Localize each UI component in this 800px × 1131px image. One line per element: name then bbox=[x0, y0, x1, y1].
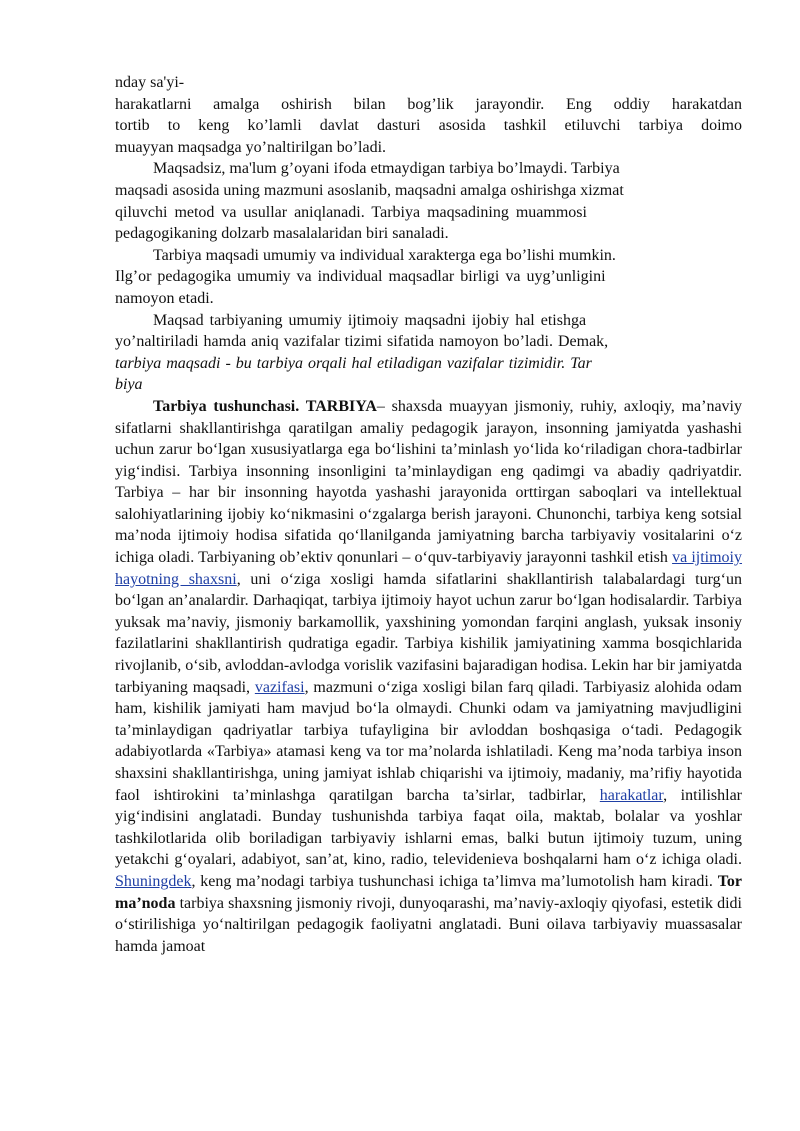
paragraph-tarbiya-tushunchasi bbox=[115, 396, 742, 957]
paragraph-maqsad bbox=[115, 310, 742, 396]
document-page bbox=[115, 72, 742, 957]
body-text: , intilishlar yig‘indisini anglatadi. Bunday tushunishda tarbiya faqat oila, maktab, bolalar va yoshlar tashkilotlarida olib boriladigan tarbiyaviy ishlarni emas, balki butun ijtimoiy tuzum, uning yetakchi g‘oyalari, adabiyot, san’at, kino, radio, televidenieva boshqalarni ham o‘z ichiga oladi. bbox=[115, 786, 743, 869]
text-line: yo’naltiriladi hamda aniq vazifalar tizimi sifatida namoyon bo’ladi. Demak, bbox=[115, 333, 609, 351]
text-line: Maqsadsiz, ma'lum g’oyani ifoda etmaydigan tarbiya bo’lmaydi. Tarbiya bbox=[153, 160, 620, 178]
text-line: muayyan maqsadga yo’naltirilgan bo’ladi. bbox=[115, 138, 387, 156]
text-line: pedagogikaning dolzarb masalalaridan biri sanaladi. bbox=[115, 225, 449, 243]
definition-italic: tarbiya maqsadi - bu tarbiya orqali hal etiladigan vazifalar tizimidir. Tar bbox=[115, 354, 592, 372]
paragraph-intro bbox=[115, 72, 742, 158]
link-harakatlar[interactable]: harakatlar bbox=[599, 786, 664, 804]
text-line: tortib to keng ko’lamli davlat dasturi asosida tashkil etiluvchi tarbiya doimo bbox=[115, 117, 742, 135]
definition-italic: biya bbox=[115, 376, 143, 394]
link-vazifasi[interactable]: vazifasi bbox=[254, 678, 305, 696]
paragraph-maqsadsiz bbox=[115, 158, 742, 244]
text-line: Maqsad tarbiyaning umumiy ijtimoiy maqsadni ijobiy hal etishga bbox=[153, 311, 587, 329]
paragraph-umumiy bbox=[115, 245, 742, 310]
text-line: harakatlarni amalga oshirish bilan bog’lik jarayondir. Eng oddiy harakatdan bbox=[115, 95, 742, 113]
bold-term: Tor ma’noda bbox=[115, 872, 742, 912]
text-line: maqsadi asosida uning mazmuni asoslanib, maqsadni amalga oshirishga xizmat bbox=[115, 181, 624, 199]
body-text: , mazmuni o‘ziga xosligi bilan farq qiladi. Tarbiyasiz alohida odam ham, kishilik jamiyati ham mavjud bo‘la olmaydi. Chunki odam va jamiyatning mavjudligini ta’minlaydigan qadriyatlar tarbiya tufayligina bir avloddan boshqasiga o‘tadi. Pedagogik adabiyotlarda «Tarbiya» atamasi keng va tor ma’nolarda ishlatiladi. Keng ma’noda tarbiya inson shaxsini shakllantirishga, uning jamiyat ishlab chiqarishi va ijtimoiy, madaniy, ma’rifiy hayotida faol ishtirokini ta’minlashga qaratilgan barcha ta’sirlar, tadbirlar, bbox=[115, 678, 743, 804]
text-line: nday sa'yi- bbox=[115, 74, 185, 91]
text-line: Tarbiya maqsadi umumiy va individual xarakterga ega bo’lishi mumkin. bbox=[153, 246, 616, 264]
body-text: , keng ma’nodagi tarbiya tushunchasi ichiga ta’limva ma’lumotolish ham kiradi. bbox=[191, 872, 718, 890]
text-line: namoyon etadi. bbox=[115, 289, 214, 307]
section-heading: Tarbiya tushunchasi. TARBIYA bbox=[153, 397, 377, 415]
link-shuningdek[interactable]: Shuningdek bbox=[115, 872, 192, 890]
text-line: Ilg’or pedagogika umumiy va individual maqsadlar birligi va uyg’unligini bbox=[115, 268, 606, 286]
body-text: – shaxsda muayyan jismoniy, ruhiy, axloqiy, ma’naviy sifatlarni shakllantirishga qaratilgan amaliy pedagogik jarayon, insonning jamiyatda yashashi uchun zarur bo‘lgan xususiyatlarga ega bo‘lishini ta’minlash yo‘lida ko‘riladigan chora-tadbirlar yig‘indisi. Tarbiya insonning insonligini ta’minlaydigan eng qadimgi va abadiy qadriyatdir. Tarbiya – har bir insonning hayotda yashashi jarayonida orttirgan saboqlari va intellektual salohiyatlarining ijobiy ko‘nikmasini o‘zgalarga berish jarayoni. Chunonchi, tarbiya keng sotsial ma’noda ijtimoiy hodisa sifatida qo‘llanilganda jamiyatning barcha tarbiyaviy vositalarini o‘z ichiga oladi. Tarbiyaning ob’ektiv qonunlari – o‘quv-tarbiyaviy jarayonni tashkil etish bbox=[115, 397, 742, 567]
body-text: tarbiya shaxsning jismoniy rivoji, dunyoqarashi, ma’naviy-axloqiy qiyofasi, estetik didi o‘stirilishiga yo‘naltirilgan pedagogik faoliyatni anglatadi. Buni oilava tarbiyaviy muassasalar hamda jamoat bbox=[115, 894, 742, 955]
body-text: , uni o‘ziga xosligi hamda sifatlarini shakllantirish talabalardagi turg‘un bo‘lgan an’analardir. Darhaqiqat, tarbiya ijtimoiy hayot uchun zarur bo‘lgan hodisalardir. Tarbiya yuksak ma’naviy, jismoniy barkamollik, yaxshining yomondan farqini anglash, yuksak insoniy fazilatlarini shakllantirish qudratiga egadir. Tarbiya kishilik jamiyatining xamma bosqichlarida rivojlanib, o‘sib, avloddan-avlodga vorislik vazifasini bajaradigan hodisa. Lekin har bir jamiyatda tarbiyaning maqsadi, bbox=[115, 570, 742, 696]
text-line: qiluvchi metod va usullar aniqlanadi. Tarbiya maqsadining muammosi bbox=[115, 203, 587, 221]
link-ijtimoiy-hayot[interactable]: va ijtimoiy hayotning shaxsni bbox=[115, 549, 743, 588]
